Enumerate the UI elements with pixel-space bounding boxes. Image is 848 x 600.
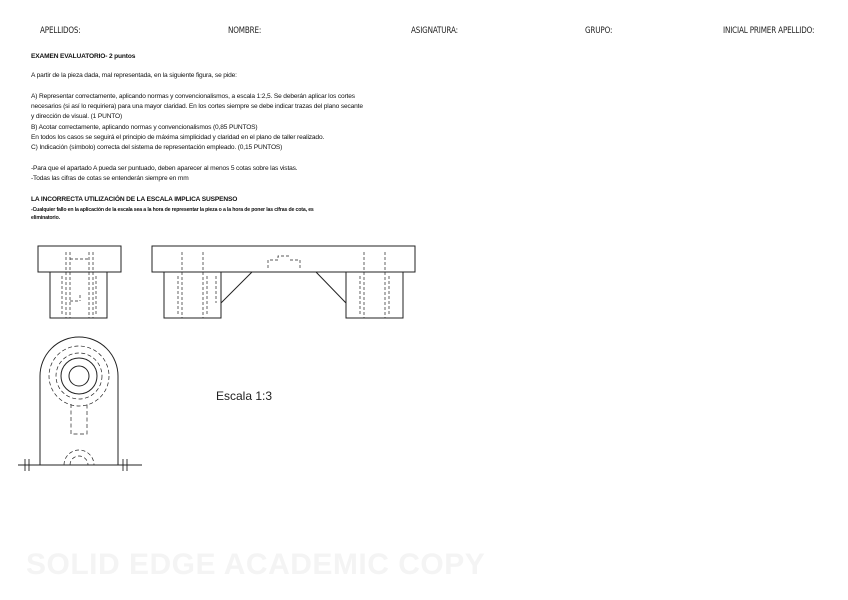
item-b-line-2: En todos los casos se seguirá el principio de máxima simplicidad y claridad en el plano de taller realizado. [31,134,325,141]
item-a-line-1: A) Representar correctamente, aplicando normas y convencionalismos, a escala 1:2,5. Se deberán aplicar los cortes [31,93,355,100]
warning-line-2: eliminatorio. [31,215,60,221]
note-line-1: -Para que el apartado A pueda ser puntuado, deben aparecer al menos 5 cotas sobre las vistas. [31,165,298,172]
watermark-text: SOLID EDGE ACADEMIC COPY [26,548,486,581]
item-b-line-1: B) Acotar correctamente, aplicando normas y convencionalismos (0,85 PUNTOS) [31,124,258,131]
side-view [38,246,121,318]
item-a-line-3: y dirección de visual. (1 PUNTO) [31,113,123,120]
asignatura-field-label: ASIGNATURA: [411,26,458,36]
warning-title: LA INCORRECTA UTILIZACIÓN DE LA ESCALA IMPLICA SUSPENSO [31,196,238,203]
top-view [18,337,142,471]
warning-line-1: -Cualquier fallo en la aplicación de la escala sea a la hora de representar la pieza o a la hora de poner las cifras de cota, es [31,207,314,213]
item-a-line-2: necesarios (si así lo requiriera) para una mayor claridad. En los cortes siempre se debe indicar trazas del plano secante [31,103,363,110]
exam-intro: A partir de la pieza dada, mal representada, en la siguiente figura, se pide: [31,72,237,79]
inicial-field-label: INICIAL PRIMER APELLIDO: [723,26,815,36]
front-view [152,246,415,318]
nombre-field-label: NOMBRE: [228,26,262,36]
exam-title: EXAMEN EVALUATORIO- 2 puntos [31,53,136,60]
scale-label: Escala 1:3 [216,389,273,403]
note-line-2: -Todas las cifras de cotas se entenderán siempre en mm [31,175,189,182]
grupo-field-label: GRUPO: [585,26,613,36]
apellidos-field-label: APELLIDOS: [40,26,81,36]
item-c-line: C) Indicación (símbolo) correcta del sistema de representación empleado. (0,15 PUNTOS) [31,144,283,151]
